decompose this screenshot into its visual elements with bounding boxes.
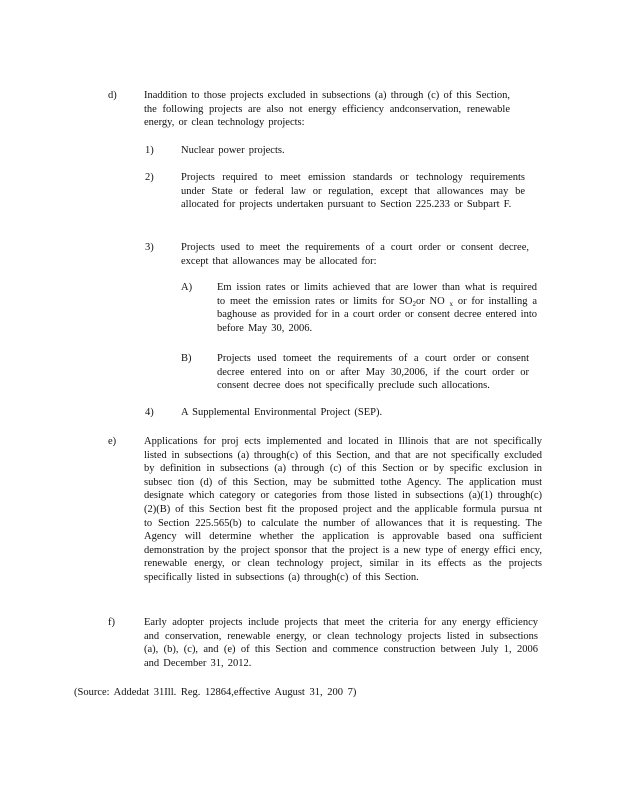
subsection-d3B-label: B) [181, 353, 192, 364]
nox-subscript: x [449, 299, 453, 308]
subsection-d3-label: 3) [145, 242, 154, 253]
subsection-d-text: Inaddition to those projects excluded in subsections (a) through (c) of this Section, the following projects are also not energy efficiency andconservation, renewable energy, or clean technology projects: [144, 90, 510, 129]
subsection-e-label: e) [108, 436, 117, 447]
subsection-d2-text: Projects required to meet emission standards or technology requirements under State or federal law or regulation, except that allowances may be allocated for projects undertaken pursuant to Section 225.233 or Subpart F. [181, 172, 525, 211]
subsection-f-text: Early adopter projects include projects that meet the criteria for any energy efficiency and conservation, renewable energy, or clean technology projects listed in subsections (a), (b), (c), and (e) of this Section and commence construction between July 1, 2006 and December 31, 2012. [144, 617, 538, 669]
subsection-d3A-label: A) [181, 282, 193, 293]
subsection-d1-text: Nuclear power projects. [181, 145, 285, 156]
subsection-d3A-text-after: or for installing a baghouse as provided for in a court order or consent decree entered into before May 30, 2006. [217, 295, 538, 334]
subsection-d3-text: Projects used to meet the requirements of a court order or consent decree, except that allowances may be allocated for: [181, 242, 529, 267]
subsection-e-text: Applications for proj ects implemented and located in Illinois that are not specifically listed in subsections (a) through(c) of this Section, and that are not specifically excluded by definition in subsections (a) through (c) of this Section or by specific exclusion in subsec tion (d) of this Section, may be submitted tothe Agency. The application must designate which category or categories from those listed in subsections (a)(1) through(c)(2)(B) of this Section best fit the proposed project and the applicable formula pursua nt to Section 225.565(b) to calculate the number of allowances that it is requesting. The Agency will determine whether the application is approvable based ona sufficient demonstration by the project sponsor that the project is a new type of energy effici ency, renewable energy, or clean technology project, similar in its effects as the projects specifically listed in subsections (a) through(c) of this Section. [144, 436, 542, 583]
so2-subscript: 2 [412, 299, 416, 308]
subsection-d2-label: 2) [145, 172, 154, 183]
subsection-d3A-text [217, 281, 537, 335]
subsection-d1-label: 1) [145, 145, 154, 156]
subsection-d3A-text-mid: or NO [415, 295, 445, 307]
subsection-d4-text: A Supplemental Environmental Project (SEP). [181, 407, 383, 418]
subsection-d4-label: 4) [145, 407, 154, 418]
subsection-d3B-text: Projects used tomeet the requirements of a court order or consent decree entered into on or after May 30,2006, if the court order or consent decree does not specifically preclude such allocations. [217, 353, 529, 392]
subsection-d-label: d) [108, 90, 117, 101]
source-note: (Source: Addedat 31Ill. Reg. 12864,effective August 31, 200 7) [74, 687, 357, 698]
subsection-d3A-text-before: Em ission rates or limits achieved that are lower than what is required to meet the emission rates or limits for SO [217, 282, 537, 307]
subsection-f-label: f) [108, 617, 115, 628]
